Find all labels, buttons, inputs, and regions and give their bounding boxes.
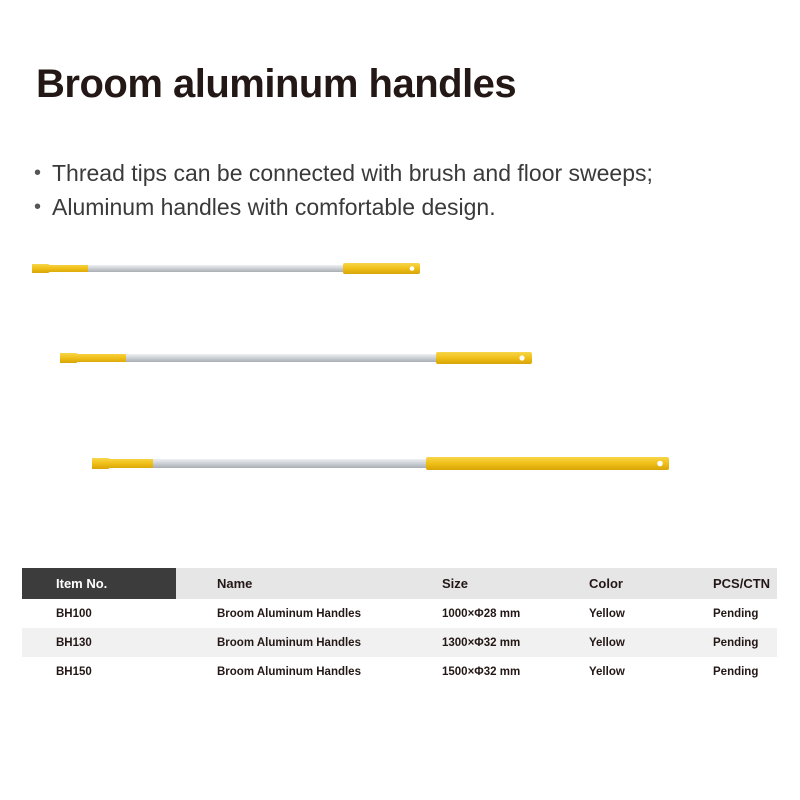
cell-color: Yellow [589,607,625,620]
handle-image-bh130 [60,352,532,364]
cell-size: 1300×Φ32 mm [442,628,589,657]
handle-image-bh100 [32,263,420,274]
cell-color: Yellow [589,665,625,678]
table-row [22,628,777,657]
cell-size: 1000×Φ28 mm [442,607,521,620]
spec-table [22,568,777,686]
handle-image-bh150 [92,457,669,470]
header-item-no: Item No. [22,568,176,599]
bullet-icon: • [34,162,42,184]
table-row [22,599,777,628]
cell-name: Broom Aluminum Handles [176,628,442,657]
feature-text: Thread tips can be connected with brush and floor sweeps; [52,160,653,186]
header-pcs-ctn: PCS/CTN [713,568,777,599]
table-row [22,657,777,686]
bullet-icon: • [34,196,42,218]
cell-item-no: BH150 [56,665,92,678]
feature-list [34,156,653,224]
header-color: Color [589,568,713,599]
cell-color: Yellow [589,628,713,657]
table-header-row [22,568,777,599]
feature-item [34,156,653,190]
cell-pcs-ctn: Pending [713,665,759,678]
cell-item-no: BH130 [22,628,176,657]
cell-item-no: BH100 [56,607,92,620]
feature-text: Aluminum handles with comfortable design. [52,194,496,220]
cell-size: 1500×Φ32 mm [442,665,521,678]
header-size: Size [442,568,589,599]
cell-name: Broom Aluminum Handles [217,607,361,620]
cell-pcs-ctn: Pending [713,607,759,620]
cell-pcs-ctn: Pending [713,628,777,657]
page-title: Broom aluminum handles [36,62,517,106]
header-name: Name [176,568,442,599]
cell-name: Broom Aluminum Handles [217,665,361,678]
handle-product-images [0,240,800,500]
feature-item [34,190,653,224]
